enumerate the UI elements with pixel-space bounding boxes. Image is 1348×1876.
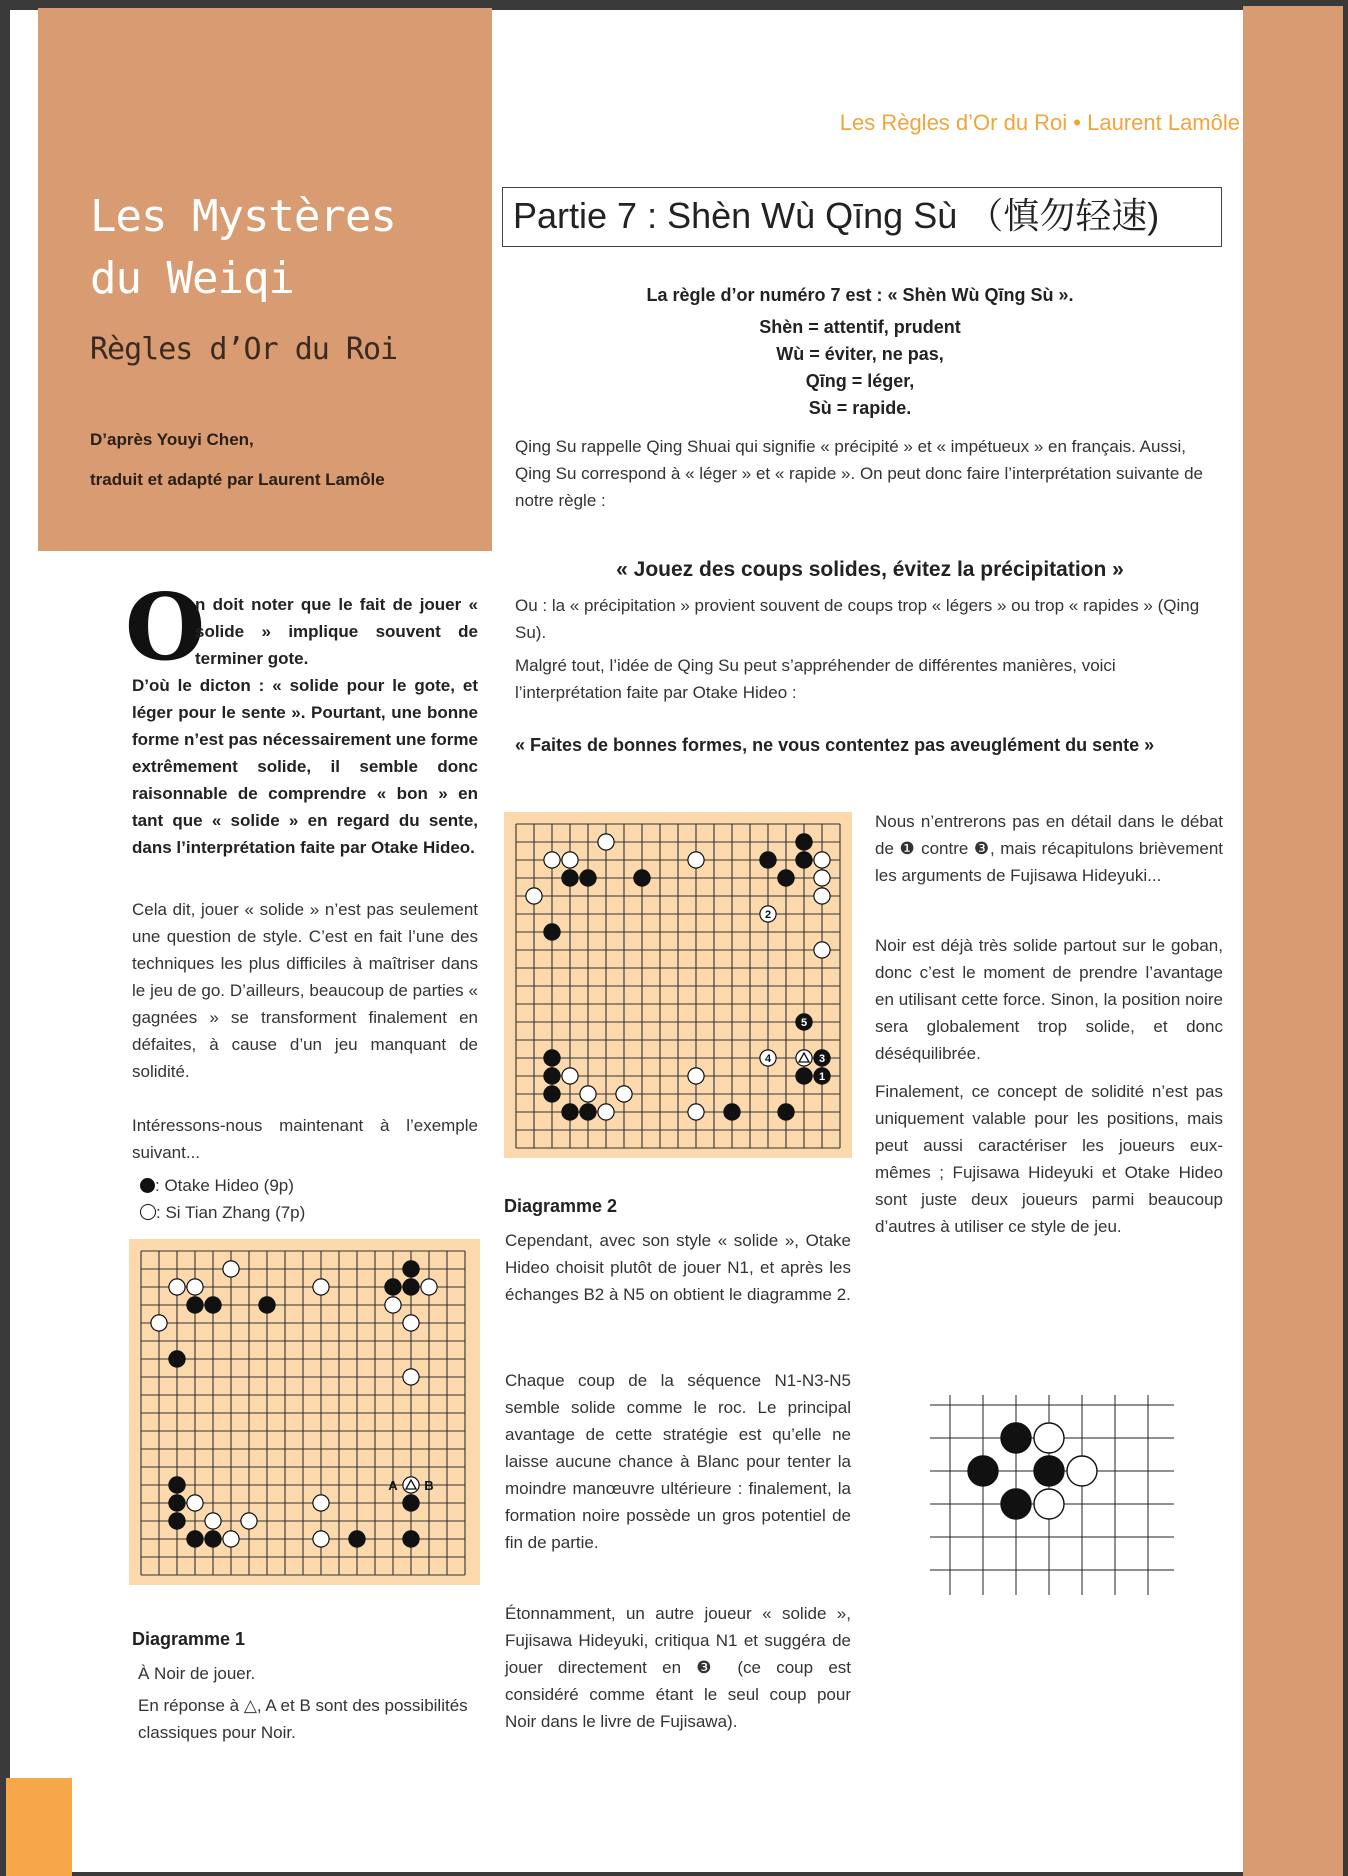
diagram1-instruction: À Noir de jouer. xyxy=(138,1664,256,1683)
paragraph-solidity: Finalement, ce concept de solidité n’est pas uniquement valable pour les positions, mais peut aussi caractériser les joueurs eux-mêmes ; Fujisawa Hideyuki et Otake Hideo sont juste deux joueurs parmi beaucoup d’autres à utiliser ce style de jeu. xyxy=(875,1082,1223,1236)
black-stone xyxy=(169,1513,185,1529)
white-stone xyxy=(403,1315,419,1331)
white-stone xyxy=(313,1531,329,1547)
black-stone xyxy=(187,1297,203,1313)
black-stone xyxy=(580,1104,596,1120)
black-stone xyxy=(205,1297,221,1313)
black-stone xyxy=(544,1068,560,1084)
black-stone xyxy=(169,1351,185,1367)
white-stone xyxy=(151,1315,167,1331)
diagram2-board xyxy=(504,812,852,1158)
black-stone xyxy=(634,870,650,886)
white-stone xyxy=(688,852,704,868)
white-stone xyxy=(223,1261,239,1277)
white-stone xyxy=(169,1279,185,1295)
white-stone xyxy=(223,1531,239,1547)
black-stone xyxy=(544,924,560,940)
black-stone xyxy=(580,870,596,886)
paragraph-debate: Nous n’entrerons pas en détail dans le débat de ❶ contre ❸, mais récapitulons brièvement les arguments de Fujisawa Hideyuki... xyxy=(875,812,1223,885)
black-stone xyxy=(169,1477,185,1493)
diagram2-caption: Diagramme 2 xyxy=(504,1196,618,1216)
paragraph-black-solid: Noir est déjà très solide partout sur le goban, donc c’est le moment de prendre l’avantage en utilisant cette force. Sinon, la position noire sera globalement trop solide, et donc déséquilibrée. xyxy=(875,936,1223,1063)
black-stone xyxy=(403,1261,419,1277)
paragraph-interpretation: Malgré tout, l’idée de Qing Su peut s’appréhender de différentes manières, voici l’interprétation faite par Otake Hideo : xyxy=(515,656,1116,702)
white-stone xyxy=(313,1279,329,1295)
definition-wu: Wù = éviter, ne pas, xyxy=(776,344,944,364)
label-b: B xyxy=(424,1478,434,1493)
move-number-1: 1 xyxy=(818,1071,826,1083)
black-stone xyxy=(760,852,776,868)
paragraph-fujisawa: Étonnamment, un autre joueur « solide », Fujisawa Hideyuki, critiqua N1 et suggéra de jouer directement en ❸ (ce coup est considéré comme étant le seul coup pour Noir dans le livre de Fujisawa). xyxy=(505,1604,851,1731)
black-stone xyxy=(562,870,578,886)
white-stone xyxy=(1067,1456,1097,1486)
running-head: Les Règles d’Or du Roi • Laurent Lamôle xyxy=(839,110,1240,135)
maxim-good-shapes: « Faites de bonnes formes, ne vous contentez pas aveuglément du sente » xyxy=(515,735,1155,755)
rule-intro: La règle d’or numéro 7 est : « Shèn Wù Qīng Sù ». xyxy=(646,285,1074,305)
white-stone xyxy=(814,870,830,886)
black-stone xyxy=(1034,1456,1064,1486)
intro-first-lines: n doit noter que le fait de jouer « solide » implique souvent de terminer gote. xyxy=(195,595,478,668)
move-number-3: 3 xyxy=(818,1053,826,1065)
black-stone xyxy=(349,1531,365,1547)
move-number-4: 4 xyxy=(764,1053,772,1065)
magazine-subtitle: Règles d’Or du Roi xyxy=(90,332,398,367)
diagram1-caption: Diagramme 1 xyxy=(132,1629,246,1649)
maxim-solid-moves: « Jouez des coups solides, évitez la précipitation » xyxy=(616,558,1124,581)
black-stone xyxy=(544,1050,560,1066)
white-stone xyxy=(1034,1489,1064,1519)
byline-translator: traduit et adapté par Laurent Lamôle xyxy=(90,470,385,489)
white-stone xyxy=(814,888,830,904)
intro-paragraph: D’où le dicton : « solide pour le gote, et léger pour le sente ». Pourtant, une bonne forme n’est pas nécessairement une forme extrêmement solide, il semble donc raisonnable de comprendre « bon » en tant que « solide » en regard du sente, dans l’interprétation faite par Otake Hideo. xyxy=(132,676,478,857)
white-stone xyxy=(1034,1423,1064,1453)
definition-su: Sù = rapide. xyxy=(808,398,912,418)
black-stone xyxy=(205,1531,221,1547)
definition-shen: Shèn = attentif, prudent xyxy=(759,317,961,337)
paragraph-sequence: Chaque coup de la séquence N1-N3-N5 semble solide comme le roc. Le principal avantage de cette stratégie est qu’elle ne laisse aucune chance à Blanc pour tenter la moindre manœuvre ultérieure : finalement, la formation noire possède un gros potentiel de fin de partie. xyxy=(505,1371,851,1552)
black-stone xyxy=(403,1531,419,1547)
paragraph-style: Cela dit, jouer « solide » n’est pas seulement une question de style. C’est en fait l’une des techniques les plus difficiles à maîtriser dans le jeu de go. D’ailleurs, beaucoup de parties « gagnées » se transforment finalement en défaites, à cause d’un jeu manquant de solidité. xyxy=(132,900,478,1081)
white-stone xyxy=(241,1513,257,1529)
paragraph-otake-choice: Cependant, avec son style « solide », Otake Hideo choisit plutôt de jouer N1, et après les échanges B2 à N5 on obtient le diagramme 2. xyxy=(505,1231,851,1304)
move-number-5: 5 xyxy=(800,1017,808,1029)
black-stone xyxy=(169,1495,185,1511)
black-stone xyxy=(1001,1489,1031,1519)
white-stone xyxy=(205,1513,221,1529)
white-stone xyxy=(385,1297,401,1313)
drop-cap: O xyxy=(125,573,206,681)
legend-black: : Otake Hideo (9p) xyxy=(140,1172,470,1199)
white-stone xyxy=(403,1369,419,1385)
paragraph-example: Intéressons-nous maintenant à l’exemple suivant... xyxy=(132,1116,478,1162)
white-stone xyxy=(814,942,830,958)
white-stone xyxy=(187,1279,203,1295)
white-stone xyxy=(562,1068,578,1084)
black-stone xyxy=(796,834,812,850)
white-stone xyxy=(562,852,578,868)
white-stone xyxy=(526,888,542,904)
white-stone xyxy=(187,1495,203,1511)
byline-author: D’après Youyi Chen, xyxy=(90,430,254,449)
black-stone xyxy=(385,1279,401,1295)
page-edge-band xyxy=(1243,6,1343,1876)
black-stone xyxy=(259,1297,275,1313)
black-stone xyxy=(1001,1423,1031,1453)
black-stone xyxy=(968,1456,998,1486)
black-stone xyxy=(544,1086,560,1102)
black-stone xyxy=(778,870,794,886)
black-stone xyxy=(796,1068,812,1084)
move-number-2: 2 xyxy=(764,909,772,921)
paragraph-precipitation: Ou : la « précipitation » provient souvent de coups trop « légers » ou trop « rapides » (Qing Su). xyxy=(515,596,1200,642)
black-stone xyxy=(796,852,812,868)
white-stone xyxy=(580,1086,596,1102)
black-stone xyxy=(724,1104,740,1120)
black-stone xyxy=(403,1495,419,1511)
white-stone xyxy=(688,1068,704,1084)
corner-tab xyxy=(6,1778,72,1876)
legend-white: : Si Tian Zhang (7p) xyxy=(140,1199,470,1226)
rule-definitions xyxy=(600,314,1120,422)
paragraph-qing-su: Qing Su rappelle Qing Shuai qui signifie « précipité » et « impétueux » en français. Aussi, Qing Su correspond à « léger » et « rapide ». On peut donc faire l’interprétation suivante de notre règle : xyxy=(515,437,1203,510)
label-a: A xyxy=(388,1478,398,1493)
diagram1-board xyxy=(129,1239,480,1585)
white-stone xyxy=(616,1086,632,1102)
black-stone xyxy=(778,1104,794,1120)
black-stone xyxy=(562,1104,578,1120)
white-stone-icon xyxy=(140,1204,156,1220)
white-stone xyxy=(688,1104,704,1120)
magazine-title: Les Mystères du Weiqi xyxy=(90,191,396,304)
definition-qing: Qīng = léger, xyxy=(805,371,915,391)
white-stone xyxy=(544,852,560,868)
white-stone xyxy=(598,834,614,850)
white-stone xyxy=(421,1279,437,1295)
black-stone xyxy=(403,1279,419,1295)
part-title: Partie 7 : Shèn Wù Qīng Sù （慎勿轻速) xyxy=(502,187,1222,247)
white-stone xyxy=(814,852,830,868)
white-stone xyxy=(313,1495,329,1511)
diagram1-response: En réponse à △, A et B sont des possibilités classiques pour Noir. xyxy=(138,1696,468,1742)
shape-diagram xyxy=(930,1395,1174,1595)
white-stone xyxy=(598,1104,614,1120)
black-stone-icon xyxy=(140,1178,155,1193)
black-stone xyxy=(187,1531,203,1547)
